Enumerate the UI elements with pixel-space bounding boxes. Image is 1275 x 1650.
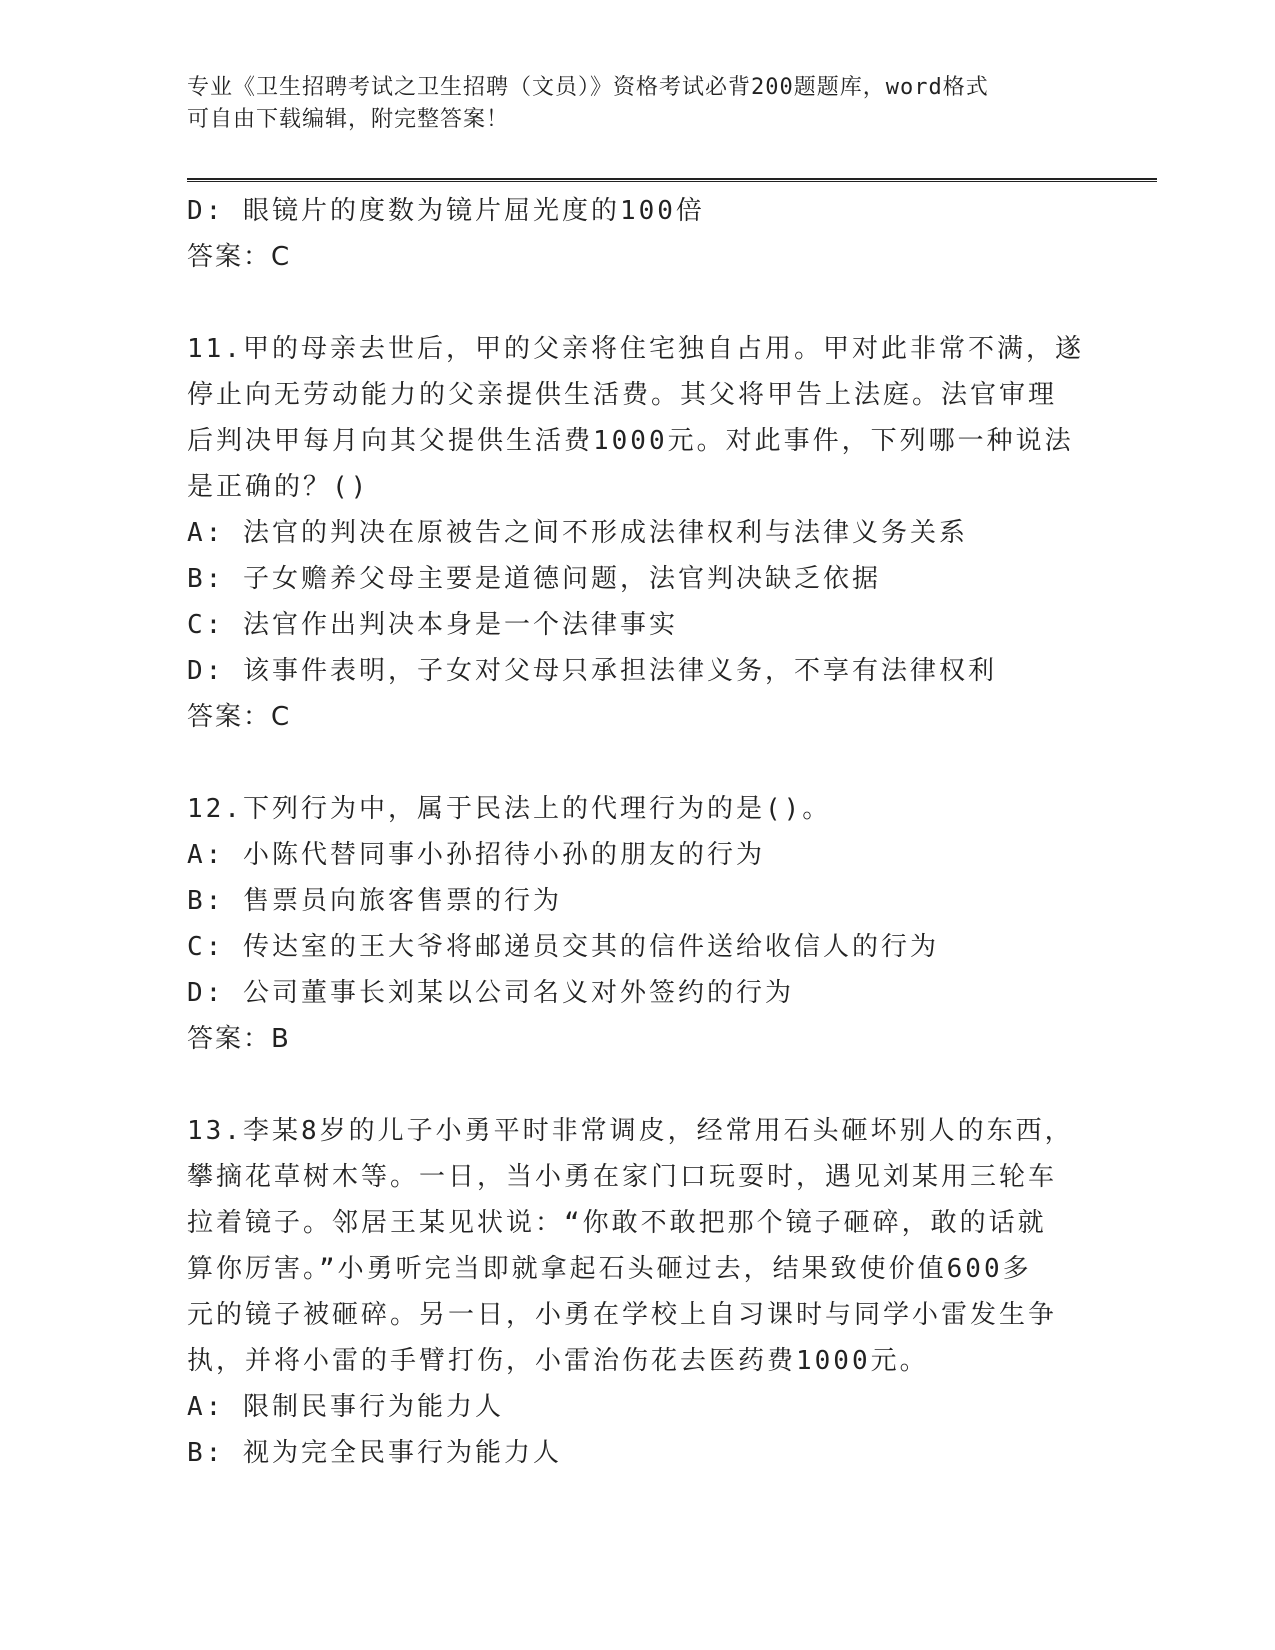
question-stem-line: 攀摘花草树木等。一日，当小勇在家门口玩耍时，遇见刘某用三轮车 bbox=[187, 1162, 1058, 1192]
document-header bbox=[187, 72, 1087, 136]
question-stem-line: 13.李某8岁的儿子小勇平时非常调皮，经常用石头砸坏别人的东西， bbox=[187, 1116, 1074, 1146]
question-stem-line: 停止向无劳动能力的父亲提供生活费。其父将甲告上法庭。法官审理 bbox=[187, 380, 1058, 410]
question-stem-line: 12.下列行为中，属于民法上的代理行为的是()。 bbox=[187, 794, 832, 824]
question-stem-line: 是正确的？() bbox=[187, 472, 370, 502]
option-d: D: 眼镜片的度数为镜片屈光度的100倍 bbox=[187, 196, 705, 226]
option-a: A: 限制民事行为能力人 bbox=[187, 1392, 504, 1422]
option-a: A: 小陈代替同事小孙招待小孙的朋友的行为 bbox=[187, 840, 765, 870]
option-c: C: 法官作出判决本身是一个法律事实 bbox=[187, 610, 678, 640]
question-stem-line: 后判决甲每月向其父提供生活费1000元。对此事件，下列哪一种说法 bbox=[187, 426, 1074, 456]
option-b: B: 视为完全民事行为能力人 bbox=[187, 1438, 562, 1468]
option-b: B: 售票员向旅客售票的行为 bbox=[187, 886, 562, 916]
header-line-2: 可自由下载编辑，附完整答案！ bbox=[187, 107, 510, 132]
header-line-1: 专业《卫生招聘考试之卫生招聘（文员）》资格考试必背200题题库，word格式 bbox=[187, 75, 989, 100]
document-body bbox=[187, 188, 1087, 1476]
answer: 答案：C bbox=[187, 702, 292, 732]
option-d: D: 该事件表明，子女对父母只承担法律义务，不享有法律权利 bbox=[187, 656, 997, 686]
question-10-tail bbox=[187, 188, 1087, 280]
spacer bbox=[187, 740, 1087, 786]
question-stem-line: 11.甲的母亲去世后，甲的父亲将住宅独自占用。甲对此非常不满，遂 bbox=[187, 334, 1084, 364]
option-a: A: 法官的判决在原被告之间不形成法律权利与法律义务关系 bbox=[187, 518, 968, 548]
answer: 答案：B bbox=[187, 1024, 291, 1054]
question-stem-line: 元的镜子被砸碎。另一日，小勇在学校上自习课时与同学小雷发生争 bbox=[187, 1300, 1058, 1330]
question-stem-line: 执，并将小雷的手臂打伤，小雷治伤花去医药费1000元。 bbox=[187, 1346, 929, 1376]
question-stem-line: 算你厉害。”小勇听完当即就拿起石头砸过去，结果致使价值600多 bbox=[187, 1254, 1032, 1284]
option-b: B: 子女赡养父母主要是道德问题，法官判决缺乏依据 bbox=[187, 564, 881, 594]
question-12 bbox=[187, 786, 1087, 1062]
header-divider bbox=[187, 178, 1157, 182]
answer: 答案：C bbox=[187, 242, 292, 272]
question-stem-line: 拉着镜子。邻居王某见状说：“你敢不敢把那个镜子砸碎，敢的话就 bbox=[187, 1208, 1047, 1238]
question-13 bbox=[187, 1108, 1087, 1476]
option-c: C: 传达室的王大爷将邮递员交其的信件送给收信人的行为 bbox=[187, 932, 939, 962]
spacer bbox=[187, 1062, 1087, 1108]
spacer bbox=[187, 280, 1087, 326]
option-d: D: 公司董事长刘某以公司名义对外签约的行为 bbox=[187, 978, 794, 1008]
question-11 bbox=[187, 326, 1087, 740]
